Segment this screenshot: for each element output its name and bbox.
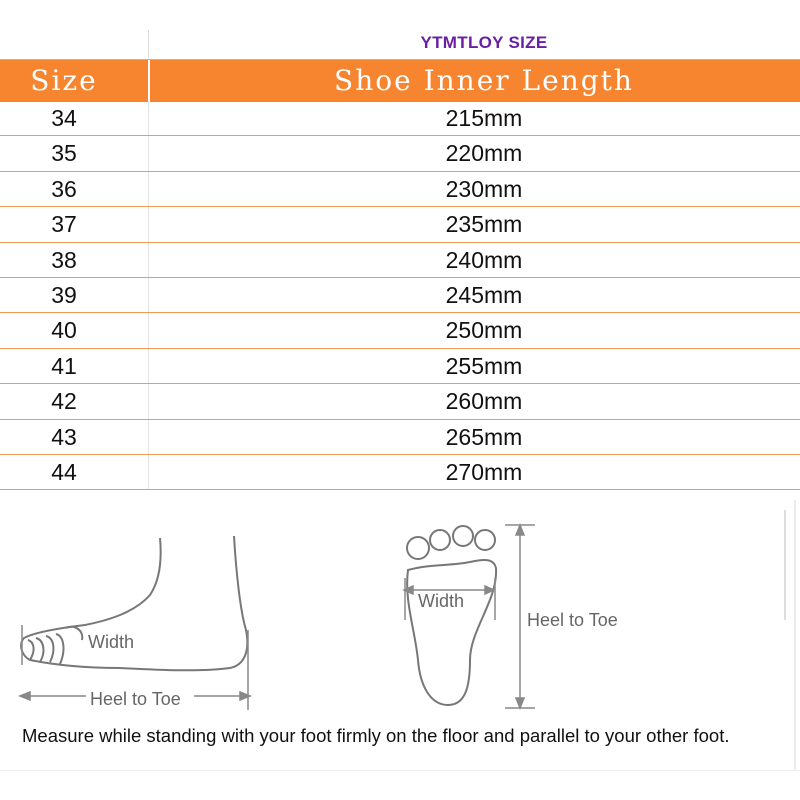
top-foot-icon: [407, 526, 496, 705]
length-cell: 220mm: [445, 140, 523, 167]
size-cell: 40: [51, 317, 77, 344]
table-row: [0, 243, 800, 278]
table-row: [0, 384, 800, 419]
table-row: [0, 420, 800, 455]
size-cell: 34: [51, 105, 77, 131]
size-cell: 38: [51, 246, 77, 273]
length-cell: 235mm: [445, 211, 523, 238]
length-cell: 255mm: [445, 352, 523, 379]
top-foot-heel-to-toe-label: Heel to Toe: [527, 610, 618, 630]
length-cell: 265mm: [445, 423, 523, 450]
table-header: [0, 59, 800, 102]
length-cell: 215mm: [445, 105, 523, 131]
side-foot-icon: [21, 536, 247, 670]
side-foot-width-label: Width: [88, 632, 135, 652]
length-cell: 270mm: [445, 458, 523, 485]
header-size: Size: [30, 64, 98, 97]
table-row: [0, 278, 800, 313]
header-inner-length: Shoe Inner Length: [334, 64, 634, 97]
length-cell: 260mm: [445, 388, 523, 415]
top-foot-width-label: Width: [418, 591, 465, 611]
length-cell: 230mm: [445, 175, 523, 202]
size-cell: 44: [51, 458, 77, 485]
length-cell: 250mm: [445, 317, 523, 344]
size-cell: 39: [51, 281, 77, 308]
table-row: [0, 349, 800, 384]
table-row: [0, 172, 800, 207]
measurement-note: Measure while standing with your foot firmly on the floor and parallel to your other foot.: [22, 725, 730, 746]
length-cell: 245mm: [445, 281, 523, 308]
brand-row: [0, 25, 800, 58]
table-row: [0, 101, 800, 136]
side-foot-heel-to-toe-label: Heel to Toe: [90, 689, 181, 709]
column-divider: [148, 30, 149, 58]
size-cell: 37: [51, 211, 77, 238]
table-row: [0, 207, 800, 242]
size-cell: 41: [51, 352, 77, 379]
size-table: [0, 101, 800, 490]
size-cell: 43: [51, 423, 77, 450]
size-cell: 42: [51, 388, 77, 415]
size-cell: 35: [51, 140, 77, 167]
table-row: [0, 313, 800, 348]
length-cell: 240mm: [445, 246, 523, 273]
table-row: [0, 455, 800, 490]
table-row: [0, 136, 800, 171]
brand-title: YTMTLOY SIZE: [420, 33, 548, 52]
size-cell: 36: [51, 175, 77, 202]
bottom-divider: [0, 770, 800, 771]
